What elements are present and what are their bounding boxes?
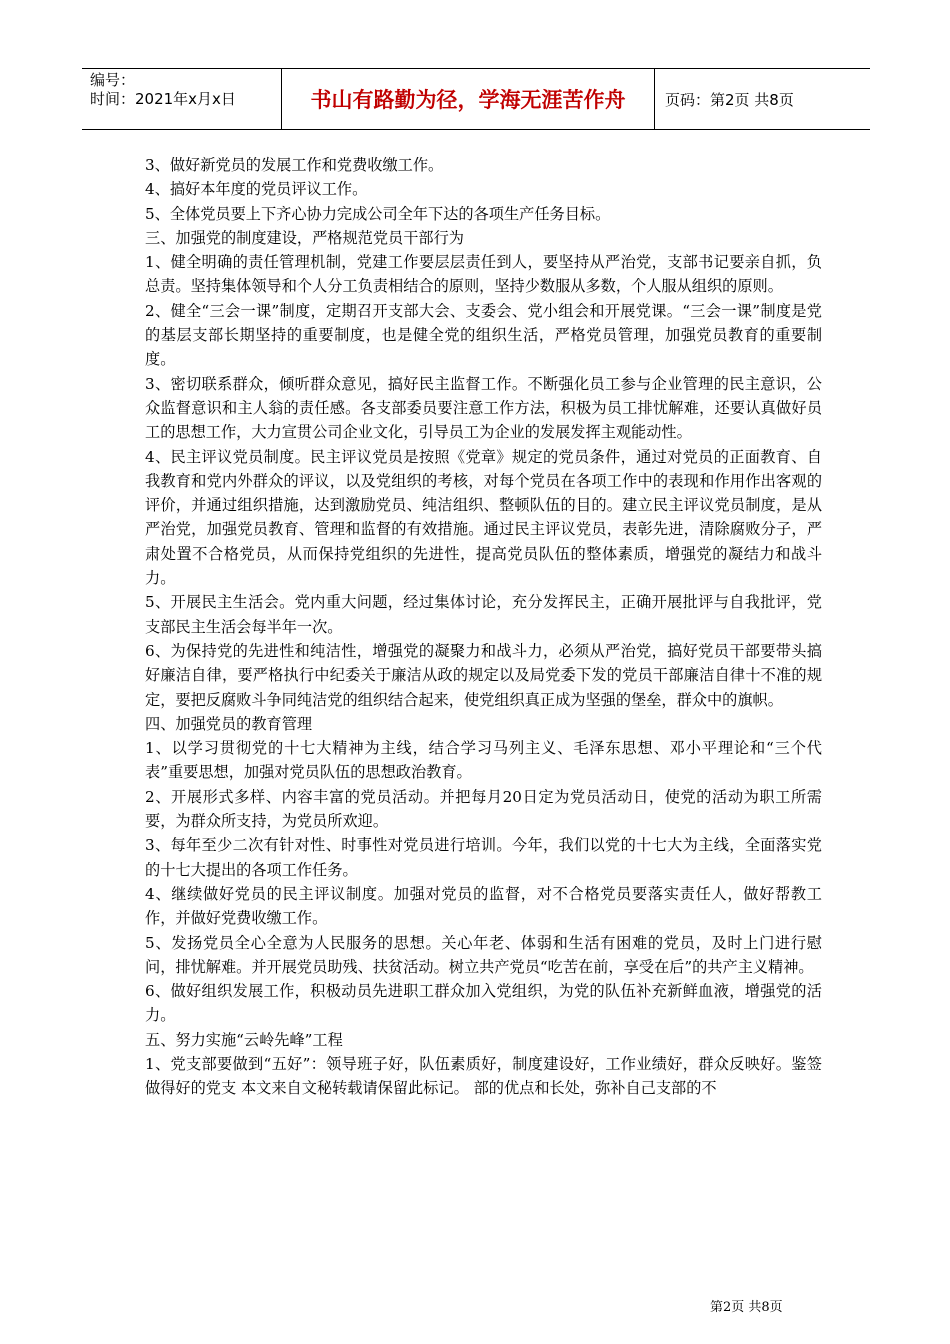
header-number-label: 编号：	[90, 71, 136, 89]
paragraph: 4、继续做好党员的民主评议制度。加强对党员的监督，对不合格党员要落实责任人，做好帮教工作，并做好党费收缴工作。	[145, 884, 822, 928]
paragraph: 5、发扬党员全心全意为人民服务的思想。关心年老、体弱和生活有困难的党员，及时上门进行慰问，排忧解难。并开展党员助残、扶贫活动。树立共产党员“吃苦在前，享受在后”的共产主义精神。	[145, 933, 822, 976]
paragraph: 1、以学习贯彻党的十七大精神为主线，结合学习马列主义、毛泽东思想、邓小平理论和“三个代表”重要思想，加强对党员队伍的思想政治教育。	[145, 739, 822, 782]
page-footer: 第2页 共8页	[710, 1300, 783, 1315]
paragraph: 4、民主评议党员制度。民主评议党员是按照《党章》规定的党员条件，通过对党员的正面教育、自我教育和党内外群众的评议，以及党组织的考核，对每个党员在各项工作中的表现和作用作出客观的评价，并通过组织措施，达到激励党员、纯洁组织、整顿队伍的目的。建立民主评议党员制度，是从严治党，加强党员教育、管理和监督的有效措施。通过民主评议党员，表彰先进，清除腐败分子，严肃处置不合格党员，从而保持党组织的先进性，提高党员队伍的整体素质，增强党的凝结力和战斗力。	[145, 447, 822, 588]
paragraph: 3、做好新党员的发展工作和党费收缴工作。	[145, 156, 444, 174]
paragraph: 6、做好组织发展工作，积极动员先进职工群众加入党组织，为党的队伍补充新鲜血液，增强党的活力。	[145, 982, 822, 1025]
header-meta-cell	[82, 69, 282, 129]
paragraph: 3、密切联系群众，倾听群众意见，搞好民主监督工作。不断强化员工参与企业管理的民主意识，公众监督意识和主人翁的责任感。各支部委员要注意工作方法，积极为员工排忧解难，还要认真做好员工的思想工作，大力宣贯公司企业文化，引导员工为企业的发展发挥主观能动性。	[145, 374, 822, 442]
paragraph: 5、全体党员要上下齐心协力完成公司全年下达的各项生产任务目标。	[145, 204, 611, 223]
paragraph: 1、健全明确的责任管理机制，党建工作要层层责任到人，要坚持从严治党，支部书记要亲自抓，负总责。坚持集体领导和个人分工负责相结合的原则，坚持少数服从多数，个人服从组织的原则。	[145, 253, 822, 296]
header-page-label: 页码：第2页 共8页	[665, 90, 794, 109]
header-motto: 书山有路勤为径，学海无涯苦作舟	[282, 69, 655, 129]
paragraph: 5、开展民主生活会。党内重大问题，经过集体讨论，充分发挥民主，正确开展批评与自我批评，党支部民主生活会每半年一次。	[145, 593, 822, 636]
paragraph: 3、每年至少二次有针对性、时事性对党员进行培训。今年，我们以党的十七大为主线，全面落实党的十七大提出的各项工作任务。	[145, 836, 822, 879]
paragraph: 2、开展形式多样、内容丰富的党员活动。并把每月20日定为党员活动日，使党的活动为职工所需要，为群众所支持，为党员所欢迎。	[145, 787, 822, 831]
page-header	[82, 68, 870, 130]
paragraph: 1、党支部要做到“五好”：领导班子好，队伍素质好，制度建设好，工作业绩好，群众反映好。鉴签做得好的党支 本文来自文秘转载请保留此标记。 部的优点和长处，弥补自己支部的不	[145, 1054, 822, 1098]
document-body	[145, 153, 822, 1101]
section-heading: 三、加强党的制度建设，严格规范党员干部行为	[145, 228, 464, 247]
paragraph: 6、为保持党的先进性和纯洁性，增强党的凝聚力和战斗力，必须从严治党，搞好党员干部要带头搞好廉洁自律，要严格执行中纪委关于廉洁从政的规定以及局党委下发的党员干部廉洁自律十不准的规定，要把反腐败斗争同纯洁党的组织结合起来，使党组织真正成为坚强的堡垒，群众中的旗帜。	[145, 641, 822, 709]
section-heading: 四、加强党员的教育管理	[145, 714, 313, 733]
paragraph: 2、健全“三会一课”制度，定期召开支部大会、支委会、党小组会和开展党课。“三会一课”制度是党的基层支部长期坚持的重要制度，也是健全党的组织生活，严格党员管理，加强党员教育的重要制度。	[145, 301, 822, 369]
section-heading: 五、努力实施“云岭先峰”工程	[145, 1030, 343, 1049]
paragraph: 4、搞好本年度的党员评议工作。	[145, 180, 368, 199]
header-time-label: 时间：2021年x月x日	[90, 90, 236, 108]
